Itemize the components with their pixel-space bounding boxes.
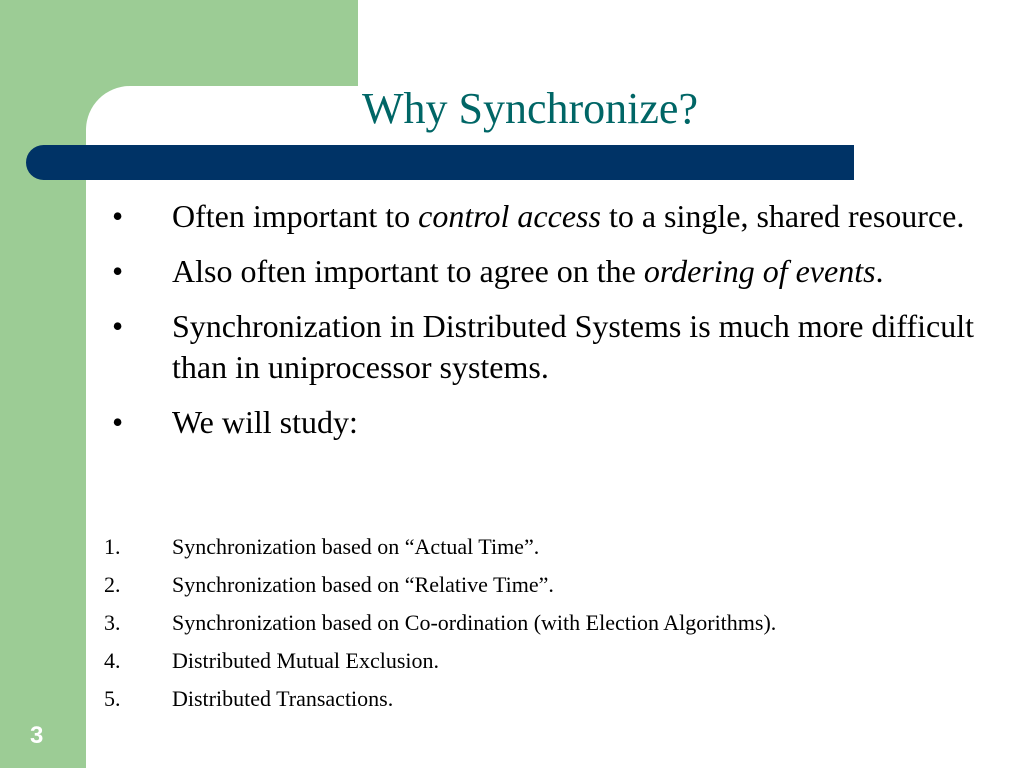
title-underline-bar [26, 145, 854, 180]
item-number: 5. [104, 686, 121, 711]
item-number: 2. [104, 572, 121, 597]
bullet-text: Also often important to agree on the ordering of events. [172, 253, 884, 289]
bullet-item [100, 402, 980, 443]
item-text: Distributed Mutual Exclusion. [172, 648, 440, 673]
bullet-text: Synchronization in Distributed Systems is much more difficult than in uniprocessor systems. [172, 308, 974, 385]
numbered-item [100, 684, 1000, 722]
item-number: 3. [104, 610, 121, 635]
item-number: 1. [104, 534, 121, 559]
bullet-item [100, 306, 980, 388]
numbered-item [100, 570, 1000, 608]
slide-title: Why Synchronize? [362, 84, 698, 133]
numbered-item [100, 608, 1000, 646]
item-text: Synchronization based on “Actual Time”. [172, 534, 540, 559]
bullet-item [100, 196, 980, 237]
item-text: Synchronization based on Co-ordination (with Election Algorithms). [172, 610, 777, 635]
bullet-text: We will study: [172, 404, 358, 440]
numbered-list [100, 532, 1000, 722]
bullet-item [100, 251, 980, 292]
bullet-marker: • [112, 253, 124, 289]
slide-number: 3 [30, 722, 44, 749]
bullet-marker: • [112, 198, 124, 234]
item-text: Synchronization based on “Relative Time”. [172, 572, 554, 597]
item-text: Distributed Transactions. [172, 686, 394, 711]
bullet-marker: • [112, 404, 124, 440]
numbered-item [100, 532, 1000, 570]
bullet-marker: • [112, 308, 124, 344]
item-number: 4. [104, 648, 121, 673]
numbered-item [100, 646, 1000, 684]
bullet-text: Often important to control access to a single, shared resource. [172, 198, 965, 234]
bullet-list [100, 196, 980, 457]
